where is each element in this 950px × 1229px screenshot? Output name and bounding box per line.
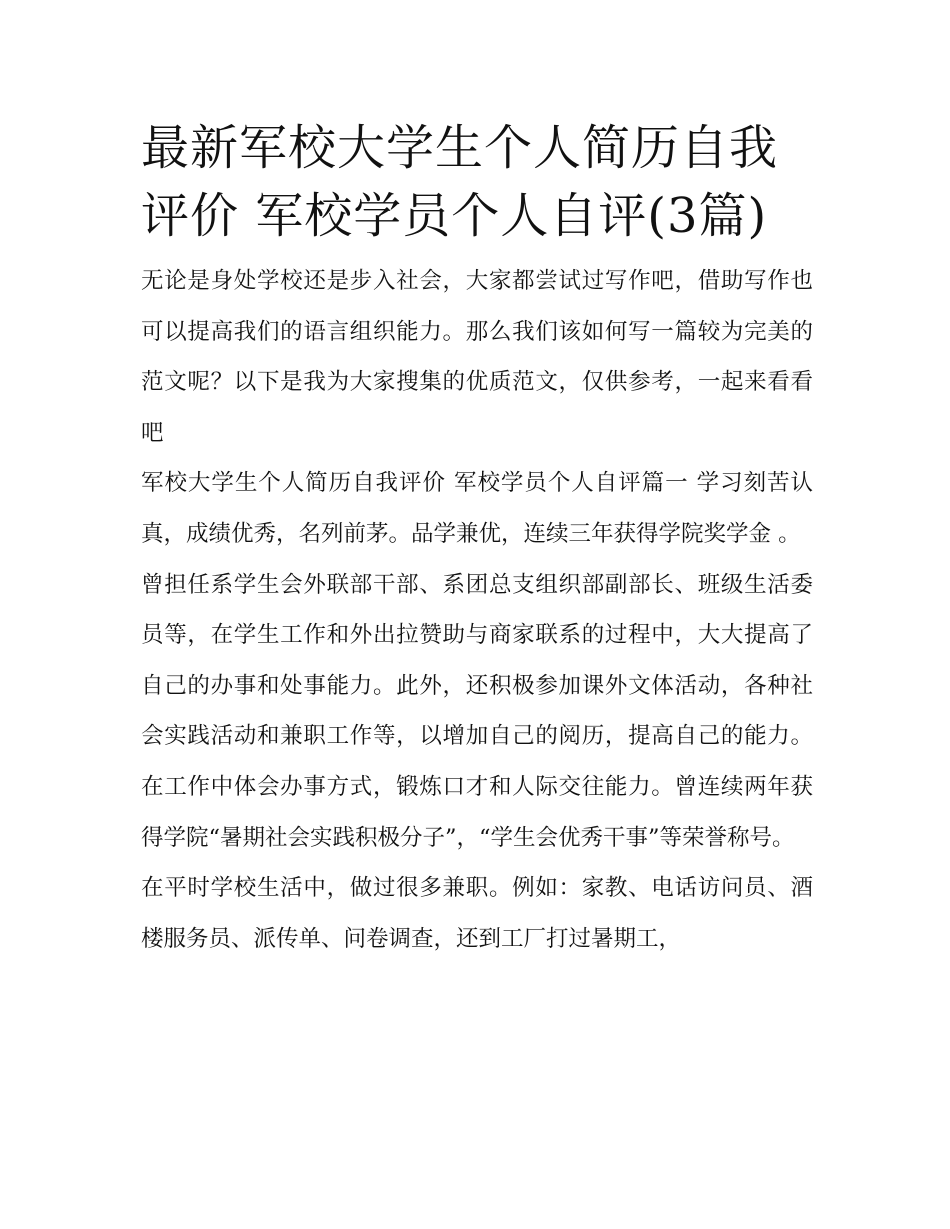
intro-paragraph: 无论是身处学校还是步入社会，大家都尝试过写作吧，借助写作也可以提高我们的语言组织能力。那么我们该如何写一篇较为完美的范文呢？以下是我为大家搜集的优质范文，仅供参考，一起来看看吧 xyxy=(141,268,813,446)
document-title: 最新军校大学生个人简历自我评价 军校学员个人自评(3篇) xyxy=(141,120,779,244)
document-content xyxy=(141,114,813,964)
section-one-paragraph: 军校大学生个人简历自我评价 军校学员个人自评篇一 学习刻苦认真，成绩优秀，名列前茅。品学兼优，连续三年获得学院奖学金 。 xyxy=(141,470,813,547)
experience-paragraph: 曾担任系学生会外联部干部、系团总支组织部副部长、班级生活委员等，在学生工作和外出拉赞助与商家联系的过程中，大大提高了自己的办事和处事能力。此外，还积极参加课外文体活动，各种社会实践活动和兼职工作等，以增加自己的阅历，提高自己的能力。在工作中体会办事方式，锻炼口才和人际交往能力。曾连续两年获得学院“暑期社会实践积极分子”，“学生会优秀干事”等荣誉称号。 xyxy=(141,571,813,851)
part-time-paragraph: 在平时学校生活中，做过很多兼职。例如：家教、电话访问员、酒楼服务员、派传单、问卷调查，还到工厂打过暑期工， xyxy=(141,875,813,952)
